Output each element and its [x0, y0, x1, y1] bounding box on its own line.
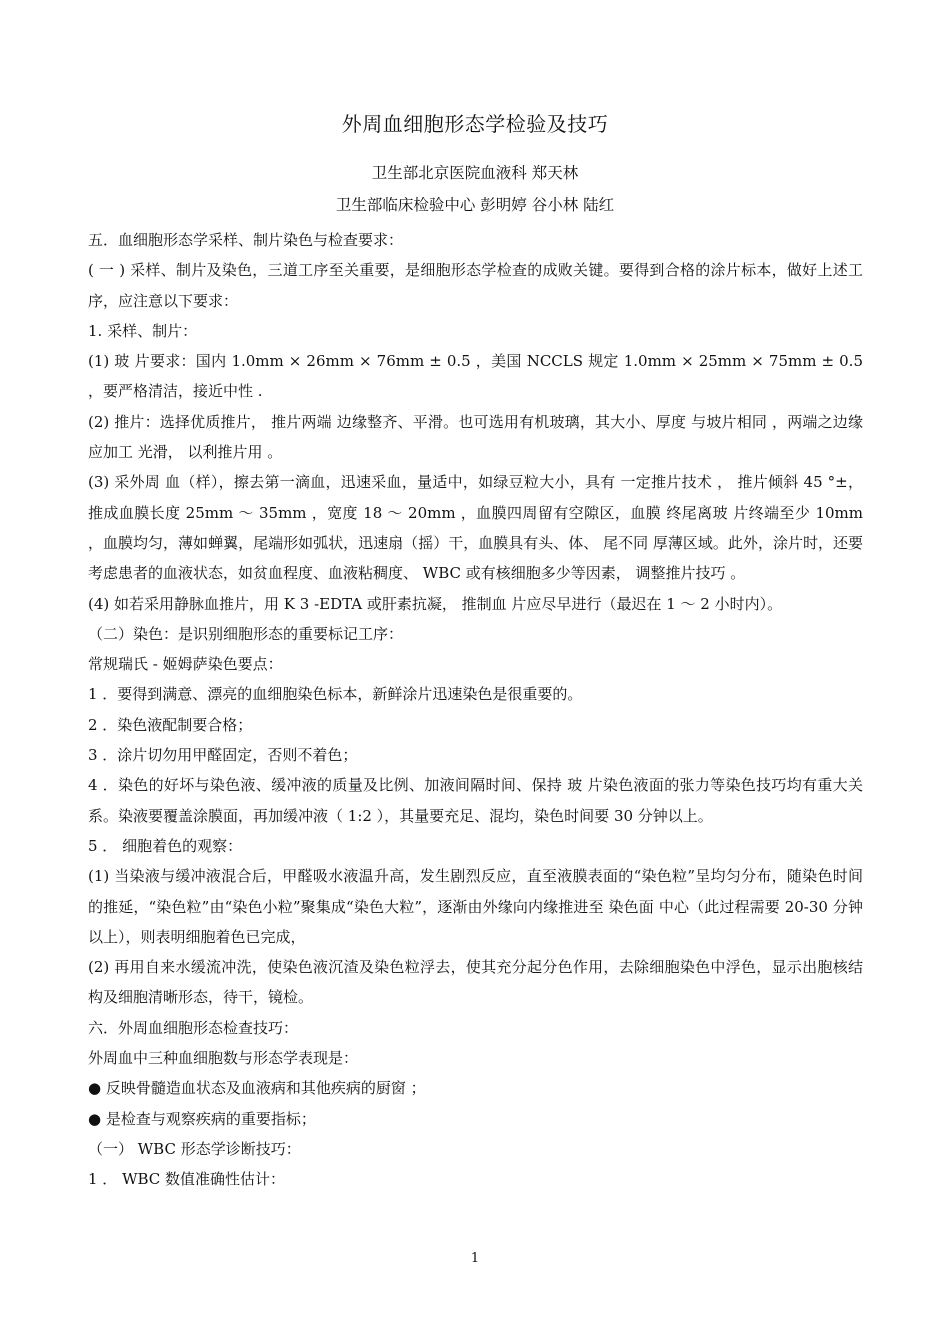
paragraph: 常规瑞氏 - 姬姆萨染色要点：: [88, 655, 283, 674]
page-number: 1: [470, 1251, 480, 1266]
paragraph: ( 一 ) 采样、制片及染色，三道工序至关重要，是细胞形态学检查的成败关键。要得到合格的涂片标本，做好上述工序，应注意以下要求：: [88, 261, 863, 310]
paragraph: (2) 再用自来水缓流冲洗，使染色液沉渣及染色粒浮去，使其充分起分色作用，去除细胞染色中浮色，显示出胞核结构及细胞清晰形态，待干，镜检。: [88, 958, 863, 1007]
paragraph: (1) 当染液与缓冲液混合后，甲醛吸水液温升高，发生剧烈反应，直至液膜表面的“染色粒”呈均匀分布，随染色时间的推延，“染色粒”由“染色小粒”聚集成“染色大粒”，逐渐由外缘向内缘推进至 染色面 中心（此过程需要 20-30 分钟以上），则表明细胞着色已完成，: [88, 867, 863, 946]
list-item: 1 ．要得到满意、漂亮的血细胞染色标本，新鲜涂片迅速染色是很重要的。: [88, 685, 583, 704]
subsection-heading: 1. 采样、制片：: [88, 321, 198, 340]
paragraph: (4) 如若采用静脉血推片，用 K 3 -EDTA 或肝素抗凝， 推制血 片应尽早进行（最迟在 1 ～ 2 小时内）。: [88, 594, 783, 613]
document-title: 外周血细胞形态学检验及技巧: [341, 112, 609, 136]
list-item: 4 ．染色的好坏与染色液、缓冲液的质量及比例、加液间隔时间、保持 玻 片染色液面的张力等染色技巧均有重大关系。染液要覆盖涂膜面，再加缓冲液（ 1:2 ），其量要充足、混均，染色时间要 30 分钟以上。: [88, 776, 863, 825]
author-line-2: 卫生部临床检验中心 彭明婷 谷小林 陆红: [335, 196, 615, 214]
paragraph: (3) 采外周 血（样），擦去第一滴血，迅速采血，量适中，如绿豆粒大小，具有 一定推片技术 ， 推片倾斜 45 °±，推成血膜长度 25mm ～ 35mm ，宽度 18 ～ 20mm ，血膜四周留有空隙区，血膜 终尾离玻 片终端至少 10mm ，血膜均匀，薄如蝉翼，尾端形如弧状，迅速扇（摇）干，血膜具有头、体、 尾不同 厚薄区域。此外，涂片时，还要考虑患者的血液状态，如贫血程度、血液粘稠度、 WBC 或有核细胞多少等因素， 调整推片技巧 。: [88, 473, 863, 583]
subsection-heading: （二）染色：是识别细胞形态的重要标记工序：: [88, 624, 404, 643]
list-item: 1 ． WBC 数值准确性估计：: [88, 1170, 286, 1189]
list-item: 3 ．涂片切勿用甲醛固定，否则不着色；: [88, 746, 358, 765]
section-heading: 六．外周血细胞形态检查技巧：: [88, 1018, 299, 1037]
author-line-1: 卫生部北京医院血液科 郑天林: [371, 164, 579, 182]
list-item: 5 ． 细胞着色的观察：: [88, 836, 243, 855]
section-heading: 五．血细胞形态学采样、制片染色与检查要求：: [88, 231, 404, 249]
document-body: [88, 225, 863, 1195]
bullet-item: ● 反映骨髓造血状态及血液病和其他疾病的厨窗 ；: [88, 1079, 426, 1098]
bullet-item: ● 是检查与观察疾病的重要指标；: [88, 1109, 316, 1128]
paragraph: (1) 玻 片要求：国内 1.0mm × 26mm × 76mm ± 0.5 ，美国 NCCLS 规定 1.0mm × 25mm × 75mm ± 0.5 ，要严格清洁，接近中性 .: [88, 352, 863, 401]
paragraph: 外周血中三种血细胞数与形态学表现是：: [88, 1049, 359, 1068]
paragraph: (2) 推片：选择优质推片， 推片两端 边缘整齐、平滑。也可选用有机玻璃，其大小、厚度 与坡片相同 ，两端之边缘 应加工 光滑， 以利推片用 。: [88, 412, 863, 462]
subsection-heading: （一） WBC 形态学诊断技巧：: [88, 1139, 301, 1158]
list-item: 2 ．染色液配制要合格；: [88, 715, 253, 734]
